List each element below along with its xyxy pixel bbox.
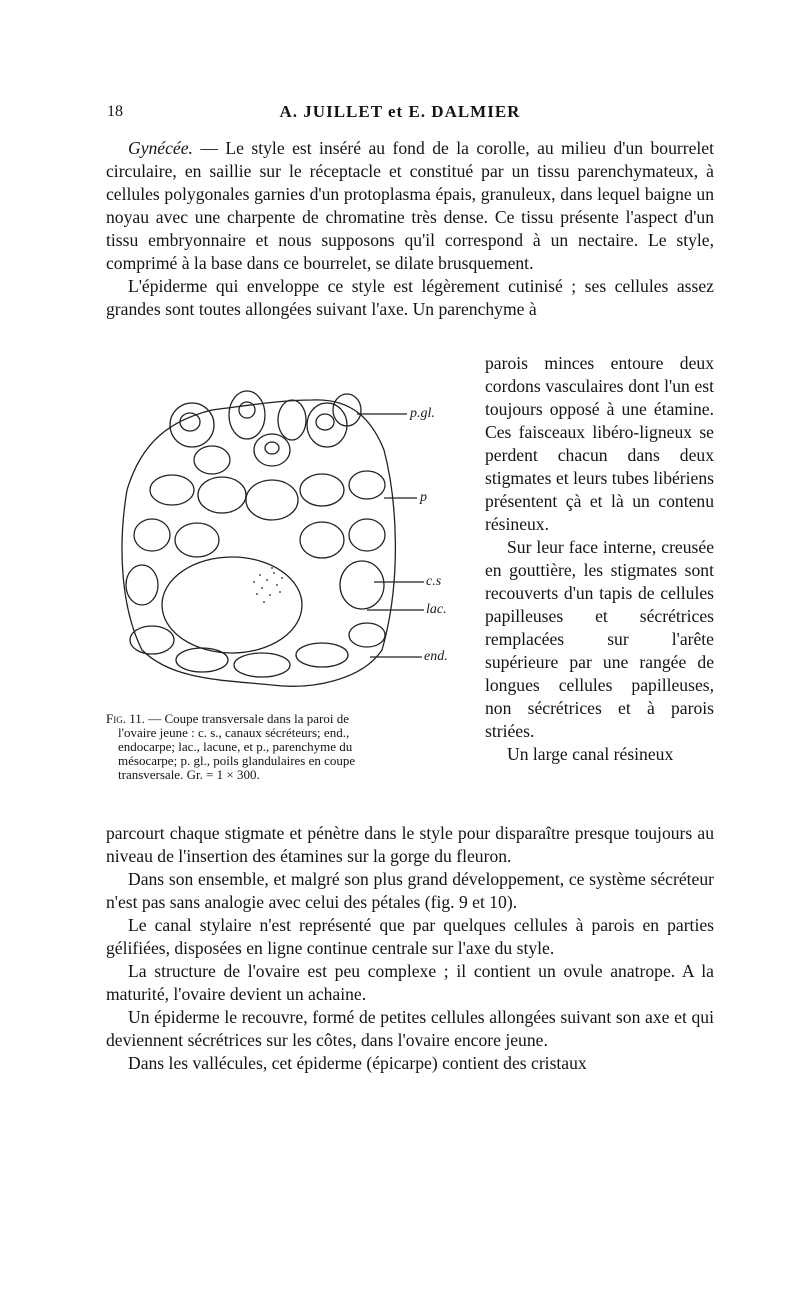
right-paragraph: Sur leur face interne, creusée en gouttière, les stigmates sont recouverts d'un tapis de cellules papilleuses et sécrétrices remplacées sur l'arête supérieure par une rangée de longues cellules papilleuses, non sécrétrices et à parois striées. (485, 537, 714, 741)
caption-text: — Coupe transversale dans la paroi de (145, 711, 349, 726)
paragraph-lead: Gynécée. (128, 138, 193, 158)
caption-line (106, 712, 470, 726)
figure-ovary-section (112, 380, 472, 710)
paragraph-gynecee (106, 137, 714, 275)
label-lac: lac. (426, 602, 447, 617)
cell-drawing (112, 380, 472, 710)
caption-line: l'ovaire jeune : c. s., canaux sécréteurs; end., (118, 725, 350, 740)
bottom-text (106, 822, 714, 1075)
figure-caption (106, 712, 470, 782)
paragraph: Dans les vallécules, cet épiderme (épicarpe) contient des cristaux (128, 1053, 587, 1073)
paragraph: Le canal stylaire n'est représenté que par quelques cellules à parois en parties gélifiées, disposées en ligne continue centrale sur l'axe du style. (106, 915, 714, 958)
paragraph: Dans son ensemble, et malgré son plus grand développement, ce système sécréteur n'est pas sans analogie avec celui des pétales (fig. 9 et 10). (106, 869, 714, 912)
caption-line: endocarpe; lac., lacune, et p., parenchyme du (118, 739, 353, 754)
paragraph-continuation: parcourt chaque stigmate et pénètre dans le style pour disparaître presque toujours au niveau de l'insertion des étamines sur la gorge du fleuron. (106, 823, 714, 866)
right-paragraph: parois minces entoure deux cordons vasculaires dont l'un est toujours opposé à une étamine. Ces faisceaux libéro-ligneux se perdent chacun dans deux stigmates et leurs tubes libériens présentent çà et là un contenu résineux. (485, 353, 714, 534)
top-text (106, 137, 714, 321)
paragraph: La structure de l'ovaire est peu complexe ; il contient un ovule anatrope. A la maturité, l'ovaire devient un achaine. (106, 961, 714, 1004)
right-paragraph: Un large canal résineux (507, 744, 674, 764)
paragraph-epiderme: L'épiderme qui enveloppe ce style est légèrement cutinisé ; ses cellules assez grandes sont toutes allongées suivant l'axe. Un parenchyme à (106, 276, 714, 319)
label-pgl: p.gl. (410, 406, 435, 421)
right-column-text (485, 352, 714, 766)
caption-figure-number: Fig. 11. (106, 711, 145, 726)
running-head: A. JUILLET et E. DALMIER (279, 102, 521, 121)
paragraph: Un épiderme le recouvre, formé de petites cellules allongées suivant son axe et qui deviennent sécrétrices sur les côtes, dans l'ovaire encore jeune. (106, 1007, 714, 1050)
caption-line: mésocarpe; p. gl., poils glandulaires en coupe (118, 753, 356, 768)
label-p: p (420, 490, 427, 505)
label-cs: c.s (426, 574, 442, 589)
label-end: end. (424, 649, 448, 664)
caption-line: transversale. Gr. = 1 × 300. (118, 767, 260, 782)
paragraph-text: — Le style est inséré au fond de la corolle, au milieu d'un bourrelet circulaire, en saillie sur le réceptacle et constitué par un tissu parenchymateux, à cellules polygonales garnies d'un protoplasma épais, granuleux, dans lequel baigne un noyau avec une charpente de chromatine très dense. Ce tissu présente l'aspect d'un tissu embryonnaire et nous supposons qu'il correspond à un nectaire. Le style, comprimé à la base dans ce bourrelet, se dilate brusquement. (106, 138, 714, 273)
page-number: 18 (107, 103, 123, 120)
